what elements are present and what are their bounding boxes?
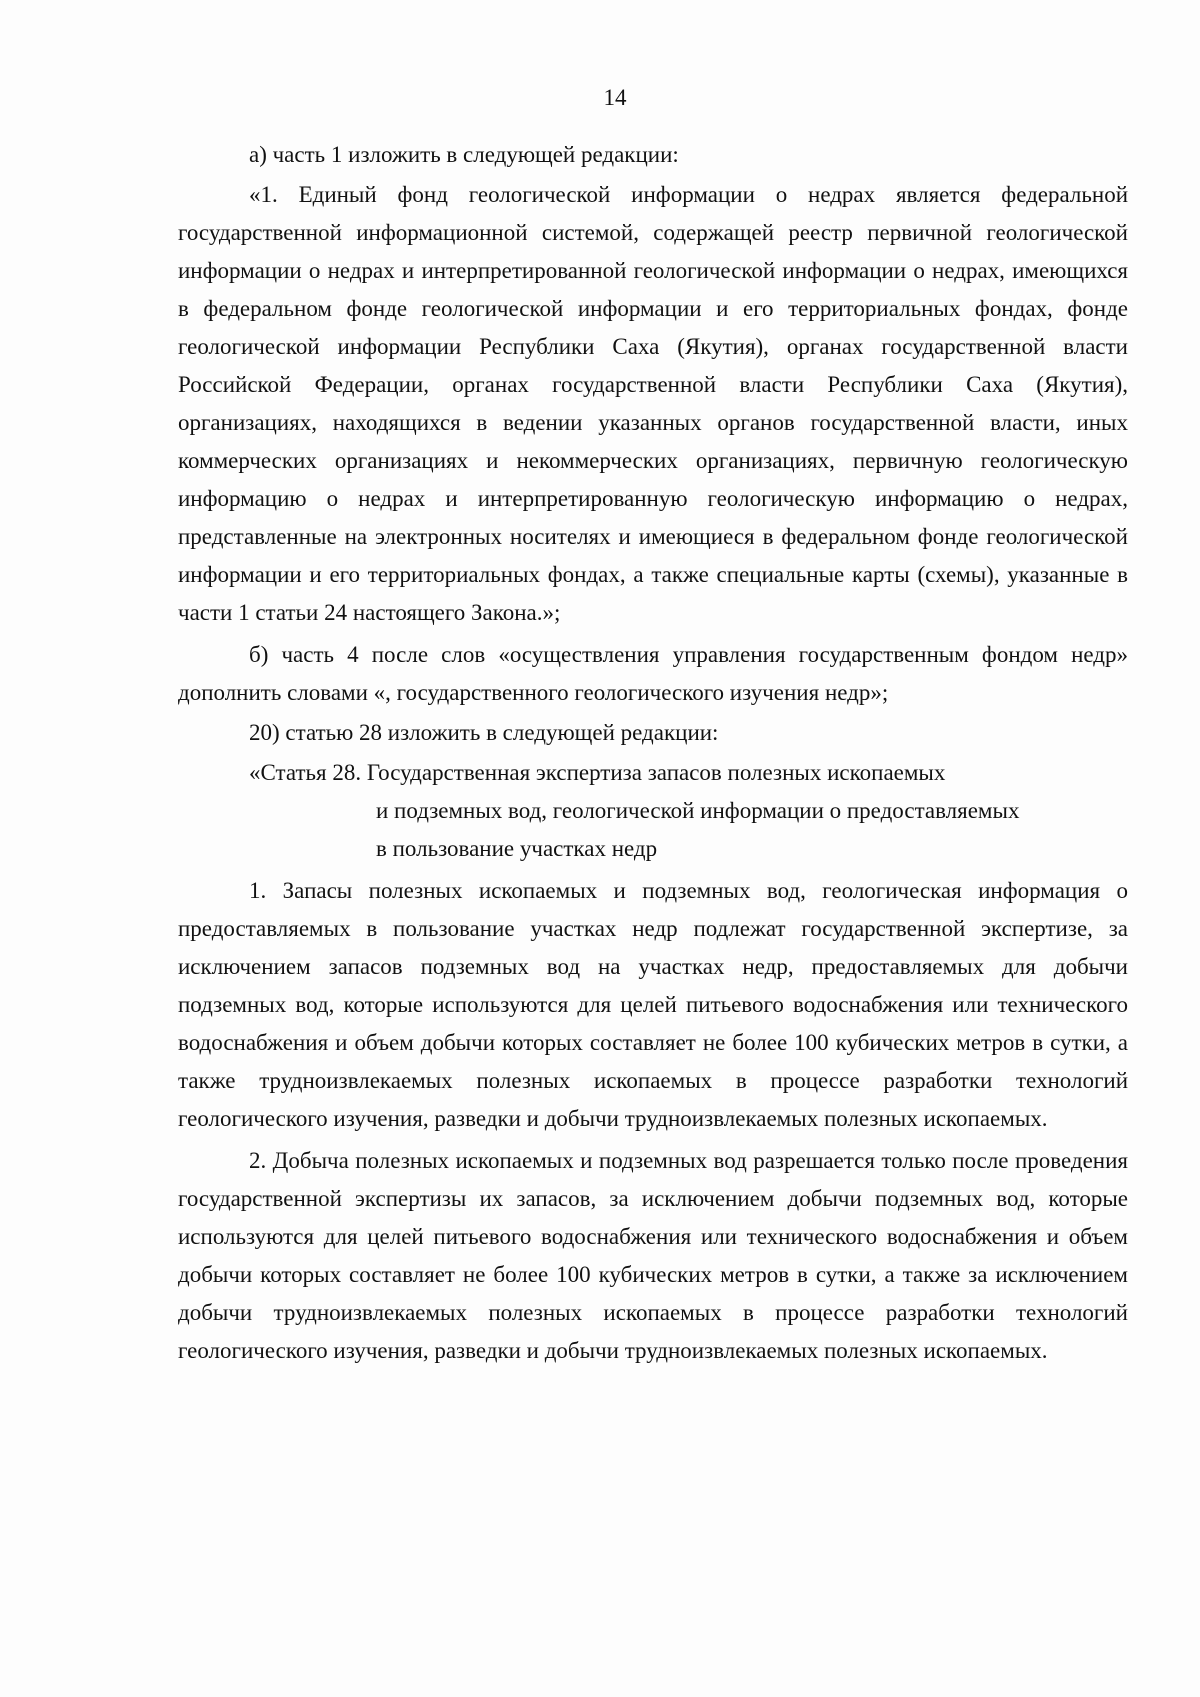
article-heading (178, 754, 1128, 868)
article-heading-line-1: «Статья 28. Государственная экспертиза запасов полезных ископаемых (249, 760, 946, 785)
article-heading-line-2: и подземных вод, геологической информации о предоставляемых (376, 798, 1020, 823)
paragraph-a: а) часть 1 изложить в следующей редакции: (249, 142, 679, 167)
paragraph-quoted-part-1: «1. Единый фонд геологической информации о недрах является федеральной государственной информационной системой, содержащей реестр первичной геологической информации о недрах и интерпретированной геологической информации о недрах, имеющихся в федеральном фонде геологической информации и его территориальных фондах, фонде геологической информации Республики Саха (Якутия), органах государственной власти Российской Федерации, органах государственной власти Республики Саха (Якутия), организациях, находящихся в ведении указанных органов государственной власти, иных коммерческих организациях и некоммерческих организациях, первичную геологическую информацию о недрах и интерпретированную геологическую информацию о недрах, представленные на электронных носителях и имеющиеся в федеральном фонде геологической информации и его территориальных фондах, а также специальные карты (схемы), указанные в части 1 статьи 24 настоящего Закона.»; (178, 182, 1128, 625)
page-number: 14 (603, 85, 627, 110)
paragraph-article-point-1: 1. Запасы полезных ископаемых и подземных вод, геологическая информация о предоставляемых в пользование участках недр подлежат государственной экспертизе, за исключением запасов подземных вод на участках недр, предоставляемых для добычи подземных вод, которые используются для целей питьевого водоснабжения или технического водоснабжения и объем добычи которых составляет не более 100 кубических метров в сутки, а также трудноизвлекаемых полезных ископаемых в процессе разработки технологий геологического изучения, разведки и добычи трудноизвлекаемых полезных ископаемых. (178, 878, 1128, 1131)
paragraph-b: б) часть 4 после слов «осуществления управления государственным фондом недр» дополнить словами «, государственного геологического изучения недр»; (178, 642, 1128, 705)
article-heading-line-3: в пользование участках недр (376, 836, 658, 861)
paragraph-20: 20) статью 28 изложить в следующей редакции: (249, 720, 719, 745)
paragraph-article-point-2: 2. Добыча полезных ископаемых и подземных вод разрешается только после проведения государственной экспертизы их запасов, за исключением добычи подземных вод, которые используются для целей питьевого водоснабжения или технического водоснабжения и объем добычи которых составляет не более 100 кубических метров в сутки, а также за исключением добычи трудноизвлекаемых полезных ископаемых в процессе разработки технологий геологического изучения, разведки и добычи трудноизвлекаемых полезных ископаемых. (178, 1148, 1128, 1363)
document-body (178, 136, 1128, 1370)
